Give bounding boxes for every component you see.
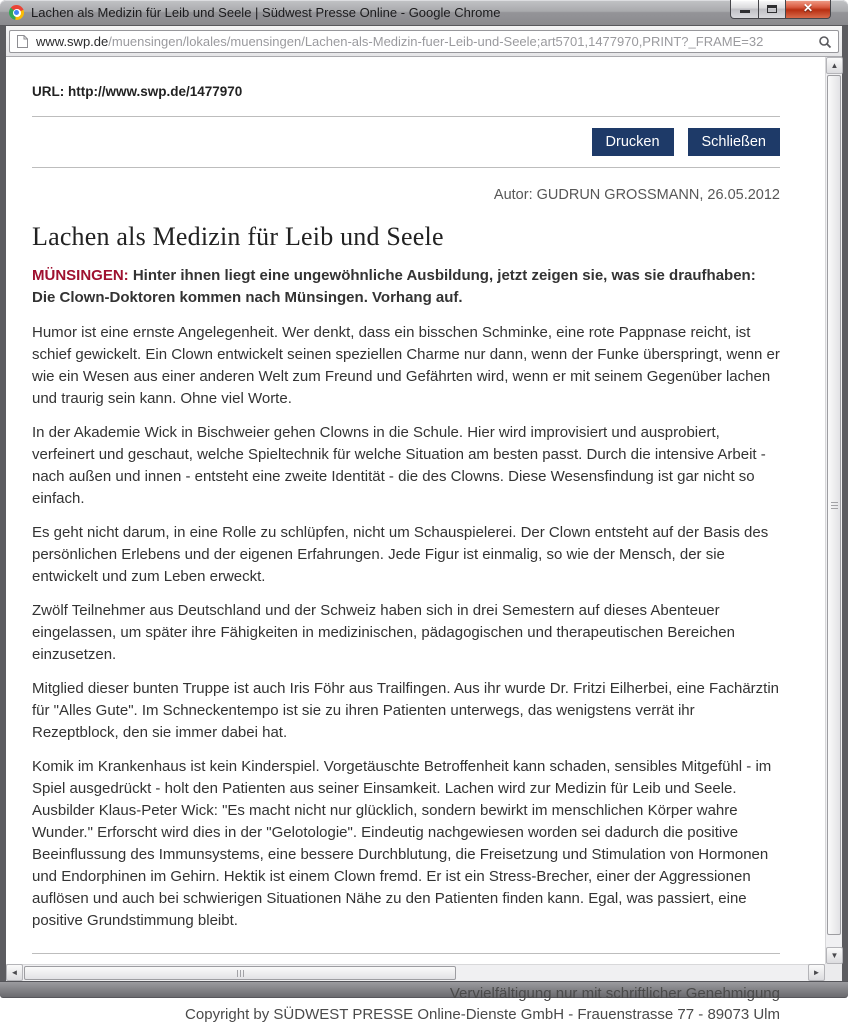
close-page-button[interactable]: Schließen bbox=[688, 128, 780, 156]
maximize-button[interactable] bbox=[759, 0, 786, 19]
divider-under-buttons bbox=[32, 167, 780, 168]
horizontal-scrollbar[interactable] bbox=[6, 964, 825, 981]
close-icon: ✕ bbox=[802, 1, 814, 15]
lead-text: Hinter ihnen liegt eine ungewöhnliche Ausbildung, jetzt zeigen sie, was sie draufhaben: Die Clown-Doktoren kommen nach Münsingen. Vorhang auf. bbox=[32, 267, 756, 306]
horizontal-thumb-grip bbox=[240, 970, 241, 977]
url-host: www.swp.de bbox=[36, 34, 109, 49]
title-bar[interactable] bbox=[0, 0, 848, 26]
horizontal-scrollbar-thumb[interactable] bbox=[24, 966, 456, 980]
vertical-scrollbar-thumb[interactable] bbox=[827, 75, 841, 935]
vertical-thumb-grip bbox=[831, 505, 838, 506]
divider-footer bbox=[32, 953, 780, 954]
window-title: Lachen als Medizin für Leib und Seele | Südwest Presse Online - Google Chrome bbox=[31, 5, 501, 20]
vertical-scrollbar[interactable] bbox=[825, 57, 842, 964]
paragraph: Mitglied dieser bunten Truppe ist auch Iris Föhr aus Trailfingen. Aus ihr wurde Dr. Fritzi Eilherbei, eine Fachärztin für "Alles Gute". Im Schneckentempo ist sie zu ihren Patienten unterwegs, das wenigstens verrät ihr Rezeptblock, den sie immer dabei hat. bbox=[32, 680, 780, 741]
paragraph: Zwölf Teilnehmer aus Deutschland und der Schweiz haben sich in drei Semestern auf dieses Abenteuer eingelassen, um später ihre Fähigkeiten in medizinischen, pädagogischen und therapeutischen Bereichen einzusetzen. bbox=[32, 602, 735, 663]
action-button-row bbox=[32, 128, 780, 156]
print-button[interactable]: Drucken bbox=[592, 128, 674, 156]
minimize-icon bbox=[740, 10, 750, 13]
window-frame bbox=[0, 26, 848, 1023]
close-window-button[interactable] bbox=[786, 0, 831, 19]
scroll-up-icon[interactable]: ▲ bbox=[826, 57, 843, 74]
chrome-logo-icon bbox=[9, 5, 24, 20]
footer-reproduction: Vervielfältigung nur mit schriftlicher Genehmigung bbox=[449, 985, 780, 1002]
window-controls bbox=[730, 0, 831, 19]
paragraph: Es geht nicht darum, in eine Rolle zu schlüpfen, nicht um Schauspielerei. Der Clown entsteht auf der Basis des persönlichen Erlebens und der eigenen Erfahrungen. Jede Figur ist einmalig, so wie der Mensch, der sie entwickelt und zum Leben erweckt. bbox=[32, 524, 769, 585]
maximize-icon bbox=[767, 5, 777, 13]
article-content bbox=[6, 57, 808, 1023]
address-bar[interactable] bbox=[9, 30, 839, 53]
divider-top bbox=[32, 116, 780, 117]
chrome-logo-core bbox=[14, 10, 19, 15]
scroll-right-icon[interactable]: ► bbox=[808, 964, 825, 981]
article-url-line: URL: http://www.swp.de/1477970 bbox=[32, 84, 243, 99]
minimize-button[interactable] bbox=[730, 0, 759, 19]
page-icon bbox=[16, 34, 29, 49]
scroll-left-icon[interactable]: ◄ bbox=[6, 964, 23, 981]
page-viewport bbox=[6, 57, 842, 1023]
lead-paragraph bbox=[32, 265, 780, 309]
paragraph: In der Akademie Wick in Bischweier gehen Clowns in die Schule. Hier wird improvisiert und ausprobiert, verfeinert und geschaut, welche Spieltechnik für welche Situation am besten passt. Durch die intensive Arbeit - nach außen und innen - entsteht eine zweite Identität - die des Clowns. Diese Wesensfindung ist gar nicht so einfach. bbox=[32, 424, 766, 507]
footer-copyright: Copyright by SÜDWEST PRESSE Online-Dienste GmbH - Frauenstrasse 77 - 89073 Ulm bbox=[185, 1006, 780, 1023]
paragraph: Komik im Krankenhaus ist kein Kinderspiel. Vorgetäuschte Betroffenheit kann schaden, sensibles Mitgefühl - im Spiel ausgedrückt - holt den Patienten aus seiner Einsamkeit. Lachen wird zur Medizin für Leib und Seele. Ausbilder Klaus-Peter Wick: "Es macht nicht nur glücklich, sondern bewirkt im menschlichen Körper wahre Wunder." Erforscht wird dies in der "Gelotologie". Eindeutig nachgewiesen worden sei dadurch die positive Beeinflussung des Immunsystems, eine bessere Durchblutung, die Freisetzung und Stimulation von Hormonen und Endorphinen im Gehirn. Hektik ist einem Clown fremd. Er ist ein Stress-Brecher, einer der Aggressionen auflösen und auch bei schwierigen Situationen Nähe zu den Patienten finden kann. Egal, was passiert, eine positive Grundstimmung bleibt. bbox=[32, 758, 772, 929]
scroll-down-icon[interactable]: ▼ bbox=[826, 947, 843, 964]
url-text bbox=[36, 34, 812, 49]
location-tag: MÜNSINGEN: bbox=[32, 267, 129, 284]
paragraph: Humor ist eine ernste Angelegenheit. Wer denkt, dass ein bisschen Schminke, eine rote Pappnase reicht, ist schief gewickelt. Ein Clown entwickelt seinen speziellen Charme nur dann, wenn der Funke überspringt, wenn er wie ein Wesen aus einer anderen Welt zum Freund und Gefährten wird, wenn er mit seinem Gegenüber lachen und traurig sein kann. Ohne viel Worte. bbox=[32, 324, 780, 407]
url-path: /muensingen/lokales/muensingen/Lachen-als-Medizin-fuer-Leib-und-Seele;art5701,1477970,PRINT?_FRAME=32 bbox=[108, 34, 764, 49]
magnifier-icon[interactable] bbox=[818, 35, 832, 49]
address-bar-row bbox=[6, 26, 842, 57]
article-title: Lachen als Medizin für Leib und Seele bbox=[32, 222, 444, 251]
author-line: Autor: GUDRUN GROSSMANN, 26.05.2012 bbox=[493, 187, 780, 203]
scrollbar-corner bbox=[825, 964, 842, 981]
